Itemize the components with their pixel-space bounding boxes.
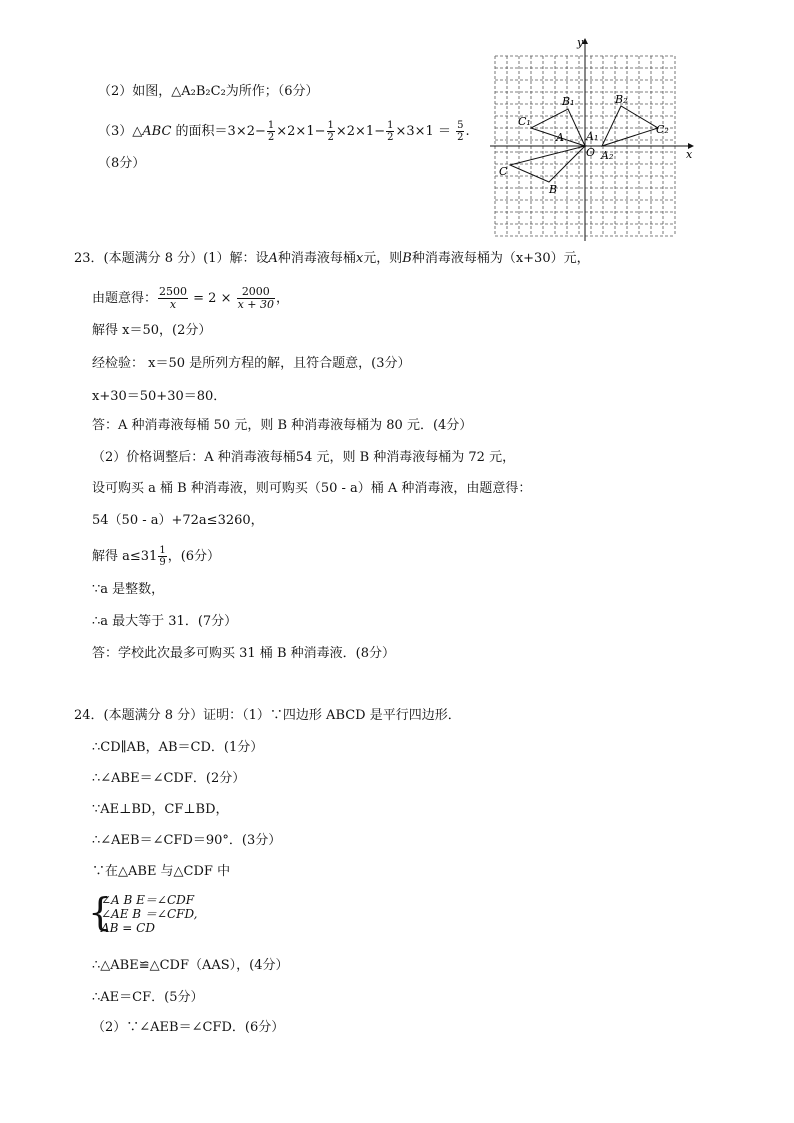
q22-part3	[98, 120, 470, 143]
q22-score: （8分）	[98, 156, 146, 171]
q24-line2: ∴∠ABE＝∠CDF．(2分）	[92, 771, 246, 786]
q24-line3: ∵AE⊥BD，CF⊥BD，	[92, 802, 229, 817]
q22-part3-end: .	[465, 124, 470, 139]
coordinate-grid-figure	[488, 36, 708, 246]
half-fraction: $\frac{1}{2}$	[387, 120, 394, 143]
system-brace: {	[88, 890, 113, 934]
q23-head-x: x	[355, 251, 364, 266]
q23-calc: x+30＝50+30＝80．	[92, 389, 227, 404]
label-c1: C₁	[518, 115, 531, 128]
q22-part2: （2）如图，△A₂B₂C₂为所作；（6分）	[98, 84, 319, 99]
label-a1: A₁	[586, 130, 599, 143]
q23-because: ∵a 是整数，	[92, 582, 165, 597]
q23-sol-end: ，(6分）	[167, 549, 221, 564]
q23-head-a: A	[268, 251, 278, 266]
x-axis-label: x	[686, 148, 693, 161]
label-a2: A₂	[601, 149, 614, 162]
q23-sol-prefix: 解得 a≤31	[92, 549, 158, 564]
label-a: A	[556, 131, 564, 144]
q23-check: 经检验： x＝50 是所列方程的解，且符合题意，(3分）	[92, 356, 411, 371]
eq-fraction-right: $\frac{2000}{x + 30}$	[237, 285, 275, 311]
system-line2: ∠AE B ＝∠CFD,	[101, 907, 198, 921]
eq-fraction-left: $\frac{2500}{x}$	[159, 285, 188, 311]
ninth-fraction: $\frac{1}{9}$	[159, 545, 166, 568]
q23-head-text: 23．(本题满分 8 分）(1）解：设	[74, 251, 269, 266]
q23-head-b: B	[402, 251, 412, 266]
q23-solution	[92, 545, 220, 568]
q22-part3-mid3: ×2×1−	[335, 124, 386, 139]
q23-setup: 设可购买 a 桶 B 种消毒液，则可购买（50 - a）桶 A 种消毒液，由题意得：	[92, 481, 532, 496]
q23-solve: 解得 x＝50，(2分）	[92, 323, 212, 338]
q24-head: 24．(本题满分 8 分）证明：（1）∵四边形 ABCD 是平行四边形．	[74, 708, 461, 723]
q22-part3-abc: ABC	[142, 124, 172, 139]
result-fraction: $\frac{5}{2}$	[457, 120, 464, 143]
q23-head-end: 种消毒液每桶为（x+30）元，	[411, 251, 590, 266]
label-b: B	[549, 183, 558, 196]
q22-part3-prefix: （3）△	[98, 124, 143, 139]
system-line1: ∠A B E＝∠CDF	[101, 893, 195, 907]
q24-line1: ∴CD∥AB，AB＝CD．(1分）	[92, 740, 264, 755]
q24-line6: ∴△ABE≌△CDF（AAS），(4分）	[92, 958, 289, 973]
q23-head	[74, 251, 590, 267]
q23-equation	[92, 286, 289, 311]
q22-part3-mid2: ×2×1−	[276, 124, 326, 139]
q23-eq-prefix: 由题意得：	[92, 291, 158, 306]
q23-therefore: ∴a 最大等于 31．(7分）	[92, 614, 238, 629]
q23-head-mid2: 元，则	[363, 251, 403, 266]
q23-part2: （2）价格调整后：A 种消毒液每桶54 元，则 B 种消毒液每桶为 72 元，	[92, 450, 516, 465]
q24-line8: （2）∵∠AEB＝∠CFD．(6分）	[92, 1020, 285, 1035]
origin-label: O	[586, 146, 596, 159]
q24-line5: ∵在△ABE 与△CDF 中	[92, 864, 231, 879]
label-b2: B₂	[615, 93, 628, 106]
system-line3: AB = CD	[101, 921, 155, 935]
q24-line7: ∴AE＝CF．(5分）	[92, 990, 204, 1005]
q24-line4: ∴∠AEB＝∠CFD＝90°．(3分）	[92, 833, 282, 848]
half-fraction: $\frac{1}{2}$	[267, 120, 275, 143]
y-axis-label: y	[577, 36, 584, 49]
label-b1: B₁	[562, 95, 575, 108]
q23-answer2: 答：学校此次最多可购买 31 桶 B 种消毒液．(8分）	[92, 646, 395, 661]
q23-answer1: 答：A 种消毒液每桶 50 元，则 B 种消毒液每桶为 80 元．(4分）	[92, 418, 473, 433]
q22-part3-mid1: 的面积＝3×2−	[171, 124, 266, 139]
label-c2: C₂	[656, 123, 669, 136]
q23-eq-end: ，	[276, 291, 290, 306]
half-fraction: $\frac{1}{2}$	[327, 120, 334, 143]
label-c: C	[499, 165, 508, 178]
q23-eq-mid: = 2 ×	[189, 291, 236, 306]
q23-head-mid: 种消毒液每桶	[277, 251, 356, 266]
q22-part3-mid4: ×3×1 ＝	[395, 124, 456, 139]
q23-inequality: 54（50 - a）+72a≤3260，	[92, 513, 264, 528]
